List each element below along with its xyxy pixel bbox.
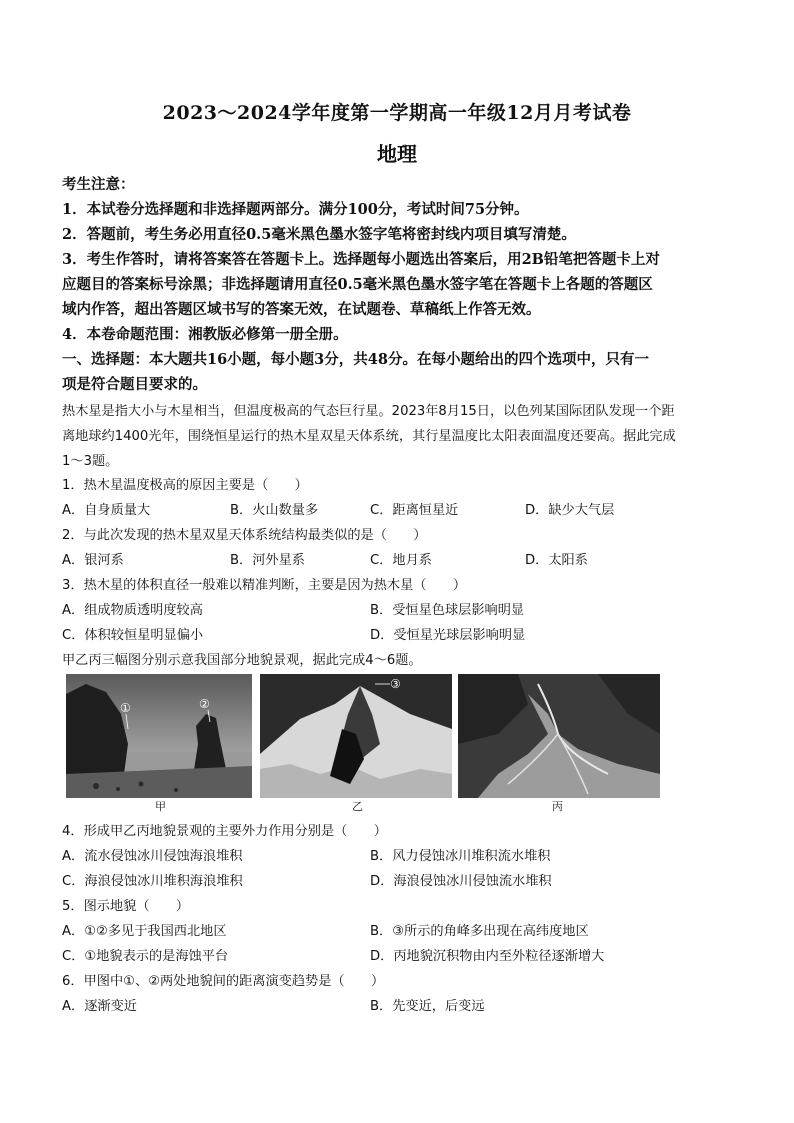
question-6-stem: 6．甲图中①、②两处地貌间的距离演变趋势是（ ）	[62, 974, 385, 989]
q4-option-b: B．风力侵蚀冰川堆积流水堆积	[370, 849, 551, 864]
notice-item: 3．考生作答时，请将答案答在答题卡上。选择题每小题选出答案后，用2B铅笔把答题卡上对	[62, 251, 660, 268]
q4-option-a: A．流水侵蚀冰川侵蚀海浪堆积	[62, 849, 243, 864]
figure-bing-caption: 丙	[552, 800, 563, 813]
q6-option-b: B．先变近，后变远	[370, 999, 485, 1014]
q3-option-d: D．受恒星光球层影响明显	[370, 628, 526, 643]
passage-line: 离地球约1400光年，围绕恒星运行的热木星双星天体系统，其行星温度比太阳表面温度还要高。据此完成	[62, 429, 676, 444]
figure-yi-photo	[260, 674, 452, 798]
q5-option-d: D．丙地貌沉积物由内至外粒径逐渐增大	[370, 949, 605, 964]
q2-option-a: A．银河系	[62, 553, 124, 568]
notice-item: 应题目的答案标号涂黑；非选择题请用直径0.5毫米黑色墨水签字笔在答题卡上各题的答题区	[62, 276, 653, 293]
notice-item: 1．本试卷分选择题和非选择题两部分。满分100分，考试时间75分钟。	[62, 201, 529, 218]
q5-option-b: B．③所示的角峰多出现在高纬度地区	[370, 924, 589, 939]
q5-option-a: A．①②多见于我国西北地区	[62, 924, 227, 939]
notice-item: 域内作答，超出答题区域书写的答案无效，在试题卷、草稿纸上作答无效。	[62, 301, 541, 318]
q6-option-a: A．逐渐变近	[62, 999, 137, 1014]
q3-option-c: C．体积较恒星明显偏小	[62, 628, 204, 643]
q1-option-d: D．缺少大气层	[525, 503, 615, 518]
q2-option-c: C．地月系	[370, 553, 432, 568]
question-1-stem: 1．热木星温度极高的原因主要是（ ）	[62, 478, 308, 493]
q3-option-b: B．受恒星色球层影响明显	[370, 603, 525, 618]
question-3-stem: 3．热木星的体积直径一般难以精准判断，主要是因为热木星（ ）	[62, 578, 467, 593]
q2-option-b: B．河外星系	[230, 553, 305, 568]
marker-2: ②	[199, 697, 210, 711]
q4-option-d: D．海浪侵蚀冰川侵蚀流水堆积	[370, 874, 552, 889]
section-heading-cont: 项是符合题目要求的。	[62, 376, 207, 393]
passage-line: 1～3题。	[62, 454, 119, 469]
q5-option-c: C．①地貌表示的是海蚀平台	[62, 949, 229, 964]
q3-option-a: A．组成物质透明度较高	[62, 603, 203, 618]
marker-1: ①	[120, 701, 131, 715]
notice-item: 2．答题前，考生务必用直径0.5毫米黑色墨水签字笔将密封线内项目填写清楚。	[62, 226, 576, 243]
section-heading: 一、选择题：本大题共16小题，每小题3分，共48分。在每小题给出的四个选项中，只有一	[62, 351, 649, 368]
q1-option-a: A．自身质量大	[62, 503, 151, 518]
marker-3: ③	[390, 677, 401, 691]
question-2-stem: 2．与此次发现的热木星双星天体系统结构最类似的是（ ）	[62, 528, 427, 543]
question-5-stem: 5．图示地貌（ ）	[62, 899, 190, 914]
figure-jia-caption: 甲	[155, 800, 166, 813]
q1-option-b: B．火山数量多	[230, 503, 319, 518]
passage-line: 热木星是指大小与木星相当，但温度极高的气态巨行星。2023年8月15日，以色列某国际团队发现一个距	[62, 404, 675, 419]
subject-title: 地理	[377, 142, 417, 166]
notice-item: 4．本卷命题范围：湘教版必修第一册全册。	[62, 326, 348, 343]
q1-option-c: C．距离恒星近	[370, 503, 459, 518]
passage-2: 甲乙丙三幅图分别示意我国部分地貌景观，据此完成4～6题。	[62, 653, 422, 668]
q4-option-c: C．海浪侵蚀冰川堆积海浪堆积	[62, 874, 243, 889]
figure-bing-photo	[458, 674, 660, 798]
notice-heading: 考生注意：	[62, 176, 135, 193]
figure-yi-caption: 乙	[352, 800, 363, 813]
q2-option-d: D．太阳系	[525, 553, 588, 568]
figure-jia-photo	[66, 674, 252, 798]
exam-title: 2023～2024学年度第一学期高一年级12月月考试卷	[162, 102, 632, 124]
question-4-stem: 4．形成甲乙丙地貌景观的主要外力作用分别是（ ）	[62, 824, 387, 839]
